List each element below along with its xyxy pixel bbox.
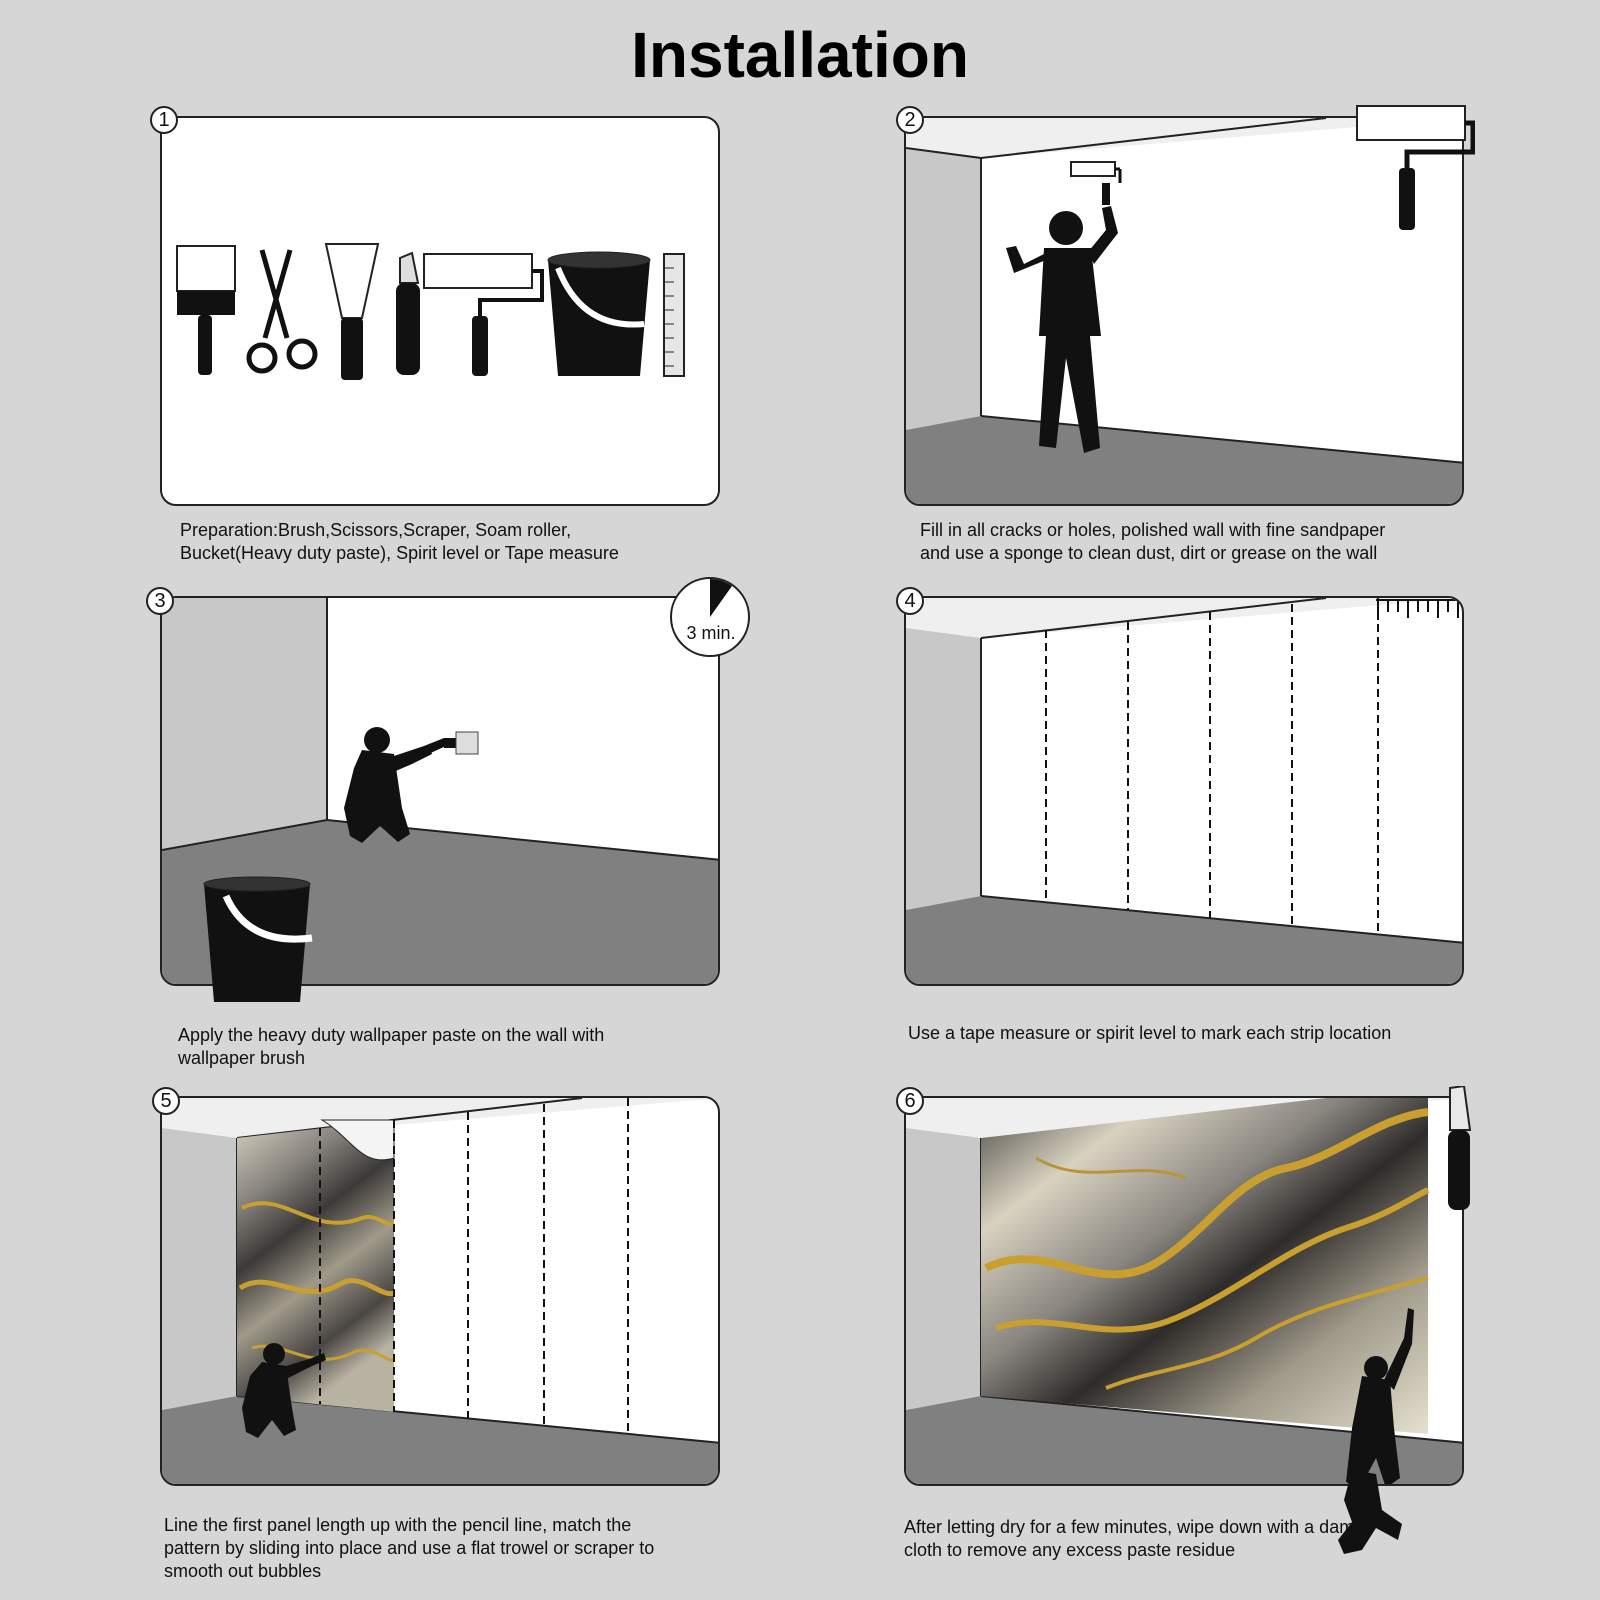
timer-label: 3 min. [686, 623, 736, 643]
ceiling [162, 1098, 720, 1138]
person-silhouette [344, 727, 446, 843]
step-2-number: 2 [896, 106, 924, 134]
strip-guide-lines [1046, 598, 1378, 934]
step-6-number: 6 [896, 1087, 924, 1115]
brush-icon [177, 246, 235, 375]
knife-icon [396, 253, 420, 375]
bucket-icon [548, 252, 650, 376]
knife-icon [1444, 1086, 1474, 1221]
step-5-caption: Line the first panel length up with the pencil line, match the pattern by sliding into place and use a flat trowel or scraper to smooth out bubbles [164, 1515, 655, 1581]
ceiling [906, 598, 1464, 638]
floor [906, 896, 1464, 986]
small-roller-icon [1071, 162, 1120, 205]
person-silhouette [1006, 206, 1118, 453]
step-1-panel [160, 116, 720, 506]
side-wall [162, 1128, 237, 1410]
step-3-caption: Apply the heavy duty wallpaper paste on the wall with wallpaper brush [178, 1025, 605, 1068]
finished-wall-illustration [906, 1098, 1464, 1486]
step-1-number: 1 [150, 106, 178, 134]
hanging-panel-illustration [162, 1098, 720, 1486]
bucket-icon [200, 876, 320, 1011]
side-wall [906, 1128, 981, 1410]
side-wall [162, 598, 327, 850]
side-wall [906, 628, 981, 910]
step-5-number: 5 [152, 1087, 180, 1115]
marking-lines-illustration [906, 598, 1464, 986]
scraper-icon [326, 244, 378, 380]
step-1-caption: Preparation:Brush,Scissors,Scraper, Soam roller, Bucket(Heavy duty paste), Spirit level or Tape measure [180, 520, 619, 563]
step-2-caption: Fill in all cracks or holes, polished wall with fine sandpaper and use a sponge to clean dust, dirt or grease on the wall [920, 520, 1386, 563]
step-4-panel [904, 596, 1464, 986]
roller-icon [424, 254, 542, 376]
scissors-icon [249, 250, 315, 371]
timer-clock [670, 577, 750, 657]
ruler-icon [664, 254, 684, 376]
step-5-panel [160, 1096, 720, 1486]
side-wall [906, 148, 981, 430]
floor [906, 416, 1464, 506]
step-3-number: 3 [146, 587, 174, 615]
step-4-caption: Use a tape measure or spirit level to mark each strip location [908, 1023, 1392, 1043]
step-4-number: 4 [896, 587, 924, 615]
page-title: Installation [631, 19, 969, 91]
tools-illustration [162, 118, 720, 506]
large-roller-icon [1355, 104, 1475, 241]
step-6-caption: After letting dry for a few minutes, wipe down with a damp cloth to remove any excess paste residue [904, 1517, 1365, 1560]
paste-brush-icon [444, 732, 478, 754]
step-6-panel [904, 1096, 1464, 1486]
